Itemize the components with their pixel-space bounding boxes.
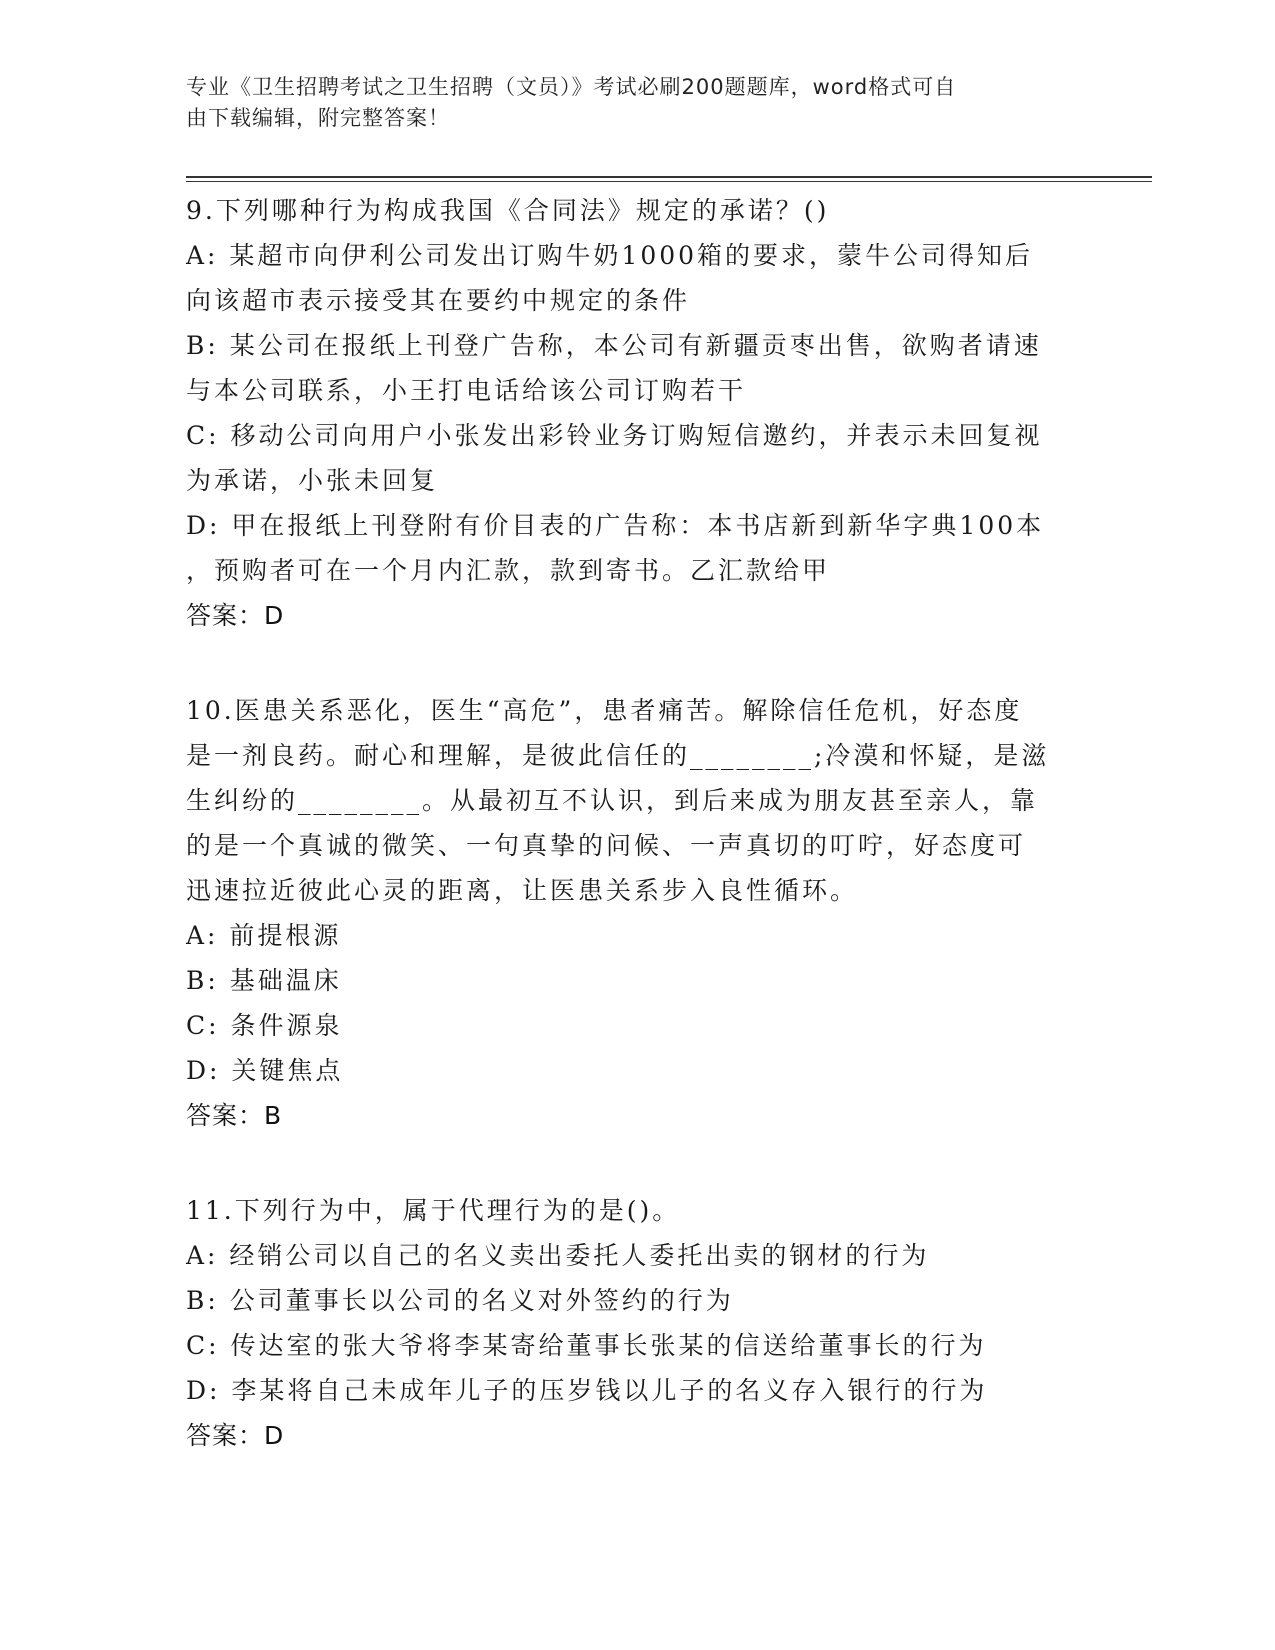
question-stem-line-4: 的是一个真诚的微笑、一句真挚的问候、一声真切的叮咛，好态度可	[186, 831, 1027, 860]
answer-label: 答案：D	[186, 601, 285, 630]
option-a: A: 某超市向伊利公司发出订购牛奶1000箱的要求，蒙牛公司得知后	[186, 241, 1034, 270]
question-list	[186, 188, 1081, 1508]
document-header	[186, 72, 1066, 134]
question-stem: 9.下列哪种行为构成我国《合同法》规定的承诺？()	[186, 196, 830, 225]
option-b: B: 某公司在报纸上刊登广告称，本公司有新疆贡枣出售，欲购者请速	[186, 331, 1042, 360]
option-c: C: 传达室的张大爷将李某寄给董事长张某的信送给董事长的行为	[186, 1331, 987, 1360]
option-d: D: 李某将自己未成年儿子的压岁钱以儿子的名义存入银行的行为	[186, 1376, 988, 1405]
option-c: C: 条件源泉	[186, 1011, 343, 1040]
header-divider	[186, 176, 1152, 178]
option-a: A: 前提根源	[186, 921, 342, 950]
option-d-continued: ，预购者可在一个月内汇款，款到寄书。乙汇款给甲	[186, 556, 831, 585]
answer-label: 答案：B	[186, 1101, 283, 1130]
option-d: D: 甲在报纸上刊登附有价目表的广告称：本书店新到新华字典100本	[186, 511, 1045, 540]
answer-label: 答案：D	[186, 1421, 285, 1450]
option-b-continued: 与本公司联系，小王打电话给该公司订购若干	[186, 376, 747, 405]
question-stem: 11.下列行为中，属于代理行为的是()。	[186, 1196, 681, 1225]
question-stem: 10.医患关系恶化，医生“高危”，患者痛苦。解除信任危机，好态度	[186, 696, 1023, 725]
header-line-2: 由下载编辑，附完整答案！	[186, 106, 450, 130]
option-c-continued: 为承诺，小张未回复	[186, 466, 439, 495]
question-11	[186, 1188, 1081, 1458]
question-10	[186, 688, 1081, 1138]
question-stem-line-3: 生纠纷的________。从最初互不认识，到后来成为朋友甚至亲人，靠	[186, 786, 1039, 815]
option-b: B: 公司董事长以公司的名义对外签约的行为	[186, 1286, 734, 1315]
option-c: C: 移动公司向用户小张发出彩铃业务订购短信邀约，并表示未回复视	[186, 421, 1043, 450]
header-line-1: 专业《卫生招聘考试之卫生招聘（文员）》考试必刷200题题库，word格式可自	[186, 75, 957, 99]
option-b: B: 基础温床	[186, 966, 342, 995]
header-divider-thin	[186, 181, 1152, 182]
question-stem-line-2: 是一剂良药。耐心和理解，是彼此信任的________;冷漠和怀疑，是滋	[186, 741, 1050, 770]
question-stem-line-5: 迅速拉近彼此心灵的距离，让医患关系步入良性循环。	[186, 876, 859, 905]
option-a: A: 经销公司以自己的名义卖出委托人委托出卖的钢材的行为	[186, 1241, 930, 1270]
option-d: D: 关键焦点	[186, 1056, 344, 1085]
option-a-continued: 向该超市表示接受其在要约中规定的条件	[186, 286, 691, 315]
question-9	[186, 188, 1081, 638]
